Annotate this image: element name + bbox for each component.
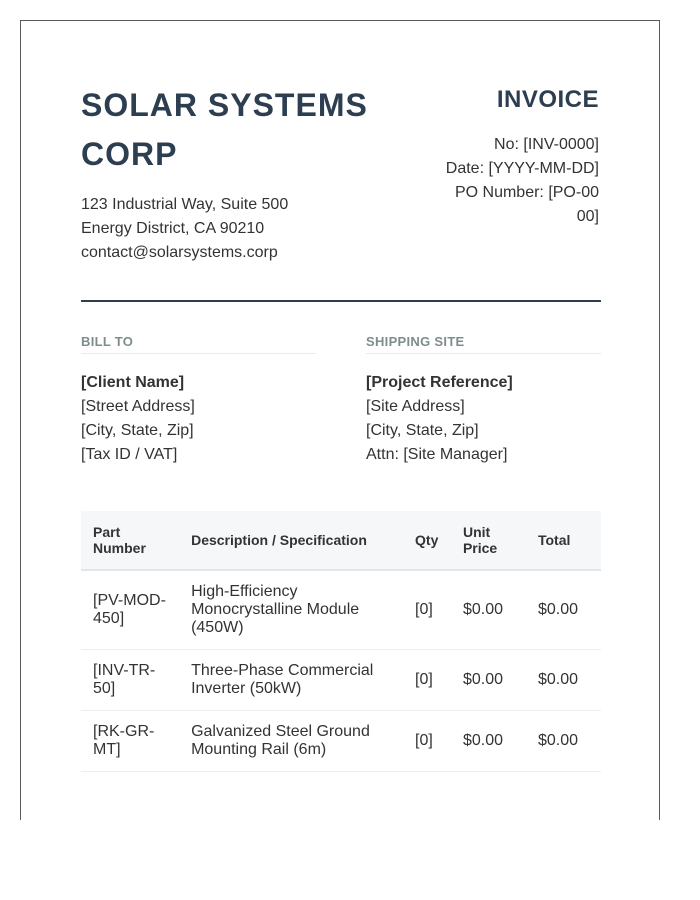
invoice-info [399, 85, 599, 229]
cell-part-number: [PV-MOD-450] [81, 570, 179, 650]
cell-total: $0.00 [526, 711, 601, 772]
site-city: [City, State, Zip] [366, 422, 479, 439]
invoice-meta [399, 133, 599, 229]
header-qty: Qty [403, 511, 451, 570]
cell-unit-price: $0.00 [451, 650, 526, 711]
cell-qty: [0] [403, 711, 451, 772]
cell-total: $0.00 [526, 570, 601, 650]
bill-to-details [81, 371, 316, 467]
company-address-line2: Energy District, CA 90210 [81, 220, 265, 237]
header-divider [81, 300, 601, 302]
company-address [81, 193, 381, 265]
cell-description: Galvanized Steel Ground Mounting Rail (6m) [179, 711, 403, 772]
company-name: SOLAR SYSTEMS CORP [81, 87, 368, 172]
site-address: [Site Address] [366, 398, 465, 415]
cell-description: High-Efficiency Monocrystalline Module (450W) [179, 570, 403, 650]
cell-part-number: [INV-TR-50] [81, 650, 179, 711]
bill-to-heading: BILL TO [81, 334, 316, 354]
invoice-number: No: [INV-0000] [494, 136, 599, 153]
shipping-site-details [366, 371, 601, 467]
bill-to-section [81, 334, 316, 467]
company-address-line1: 123 Industrial Way, Suite 500 [81, 196, 289, 213]
table-header-row [81, 511, 601, 570]
cell-part-number: [RK-GR-MT] [81, 711, 179, 772]
client-city: [City, State, Zip] [81, 422, 194, 439]
client-tax-id: [Tax ID / VAT] [81, 446, 178, 463]
cell-unit-price: $0.00 [451, 570, 526, 650]
cell-total: $0.00 [526, 650, 601, 711]
table-row [81, 570, 601, 650]
client-name: [Client Name] [81, 374, 185, 391]
company-email: contact@solarsystems.corp [81, 244, 278, 261]
header-part-number: Part Number [81, 511, 179, 570]
shipping-site-section [366, 334, 601, 467]
cell-description: Three-Phase Commercial Inverter (50kW) [179, 650, 403, 711]
line-items-table [81, 511, 601, 772]
invoice-title: INVOICE [496, 86, 599, 113]
cell-unit-price: $0.00 [451, 711, 526, 772]
po-number: PO Number: [PO-0000] [454, 184, 599, 225]
cell-qty: [0] [403, 650, 451, 711]
header-description: Description / Specification [179, 511, 403, 570]
client-street: [Street Address] [81, 398, 195, 415]
invoice-date: Date: [YYYY-MM-DD] [445, 160, 599, 177]
site-attn: Attn: [Site Manager] [366, 446, 508, 463]
table-row [81, 650, 601, 711]
cell-qty: [0] [403, 570, 451, 650]
header-unit-price: Unit Price [451, 511, 526, 570]
shipping-site-heading: SHIPPING SITE [366, 334, 601, 354]
project-reference: [Project Reference] [366, 374, 513, 391]
invoice-page [20, 20, 660, 820]
header-total: Total [526, 511, 601, 570]
table-row [81, 711, 601, 772]
